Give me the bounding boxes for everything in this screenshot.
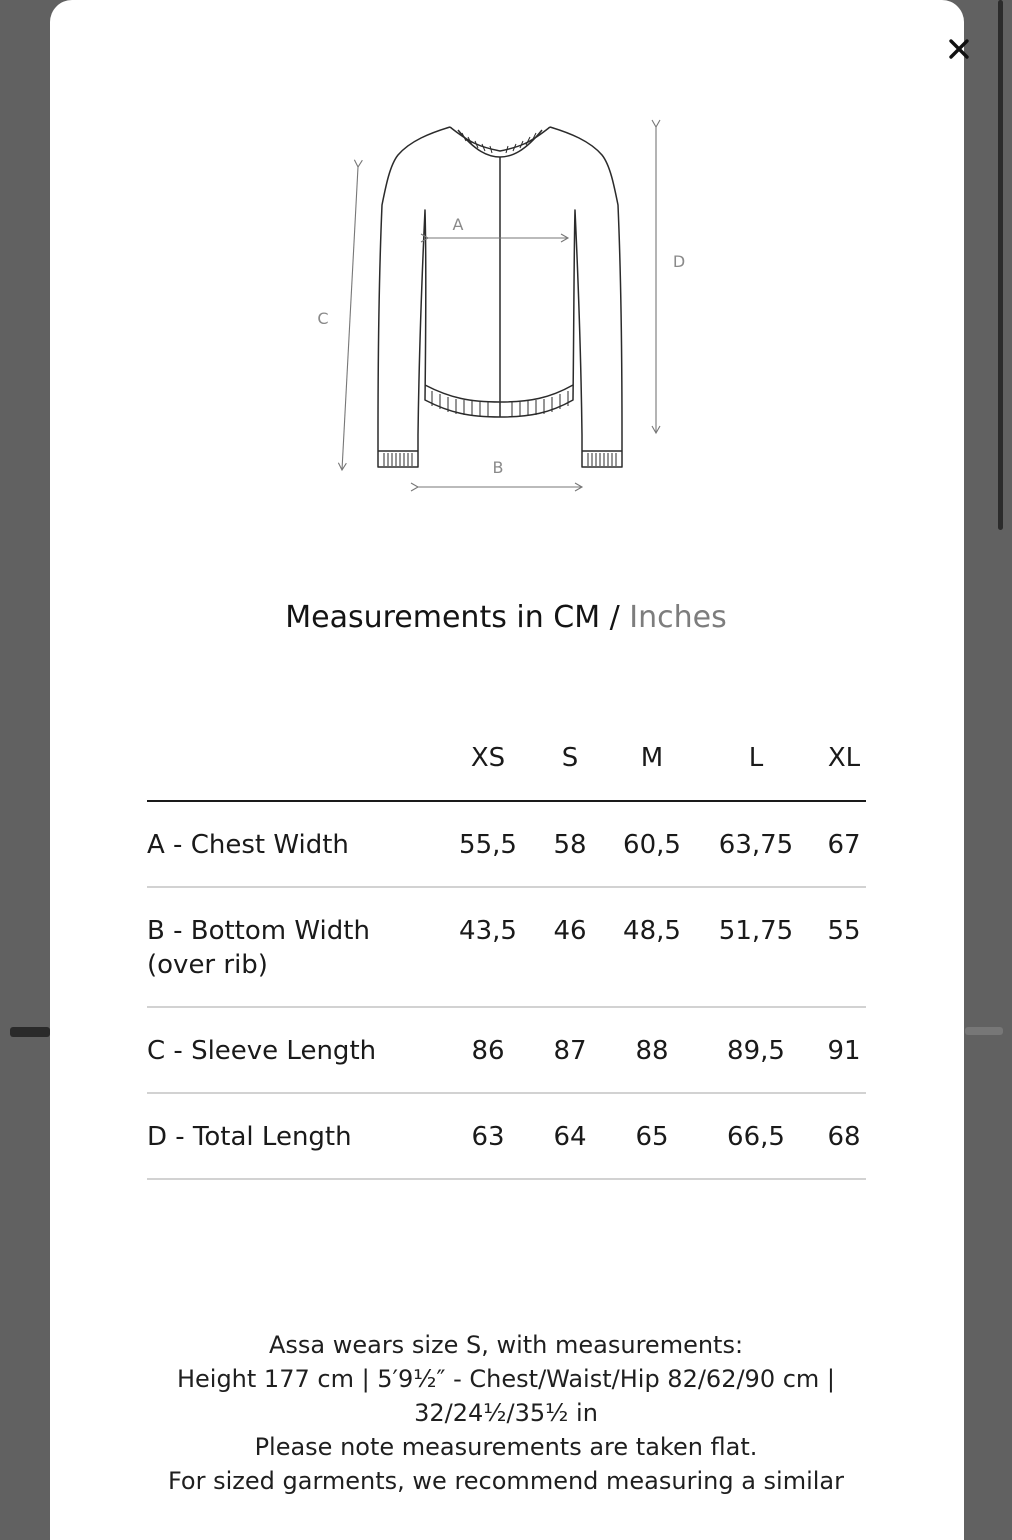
row-label: B - Bottom Width	[147, 916, 370, 946]
table-cell: 65	[635, 1122, 669, 1152]
unit-separator: /	[600, 600, 630, 635]
model-info-line: Height 177 cm | 5′9½″ - Chest/Waist/Hip 82/62/90 cm |	[176, 1365, 836, 1393]
unit-toggle-inches[interactable]: Inches	[629, 600, 727, 635]
table-cell: 86	[471, 1036, 505, 1066]
close-icon	[948, 38, 970, 60]
label-d: D	[672, 252, 686, 271]
table-cell: 88	[635, 1036, 669, 1066]
row-label-sub: (over rib)	[147, 950, 268, 980]
scrollbar[interactable]	[998, 0, 1003, 530]
table-cell: 55	[827, 916, 861, 946]
size-header: XL	[827, 743, 861, 773]
model-info	[100, 1328, 912, 1498]
table-cell: 87	[553, 1036, 587, 1066]
label-a: A	[452, 215, 464, 234]
table-cell: 60,5	[623, 830, 681, 860]
size-table	[147, 735, 866, 1180]
table-cell: 63	[471, 1122, 505, 1152]
garment-diagram	[310, 115, 700, 505]
table-row	[147, 888, 866, 1008]
measurement-note: For sized garments, we recommend measuring a similar	[167, 1467, 845, 1495]
model-info-line: Assa wears size S, with measurements:	[268, 1331, 744, 1359]
measurement-note: Please note measurements are taken flat.	[254, 1433, 758, 1461]
size-header: S	[561, 743, 579, 773]
table-cell: 46	[553, 916, 587, 946]
row-label: A - Chest Width	[147, 830, 349, 860]
table-row	[147, 802, 866, 888]
size-header: XS	[470, 743, 506, 773]
model-info-line: 32/24½/35½ in	[414, 1399, 598, 1427]
backdrop-bar	[965, 1027, 1003, 1035]
table-cell: 58	[553, 830, 587, 860]
row-label: D - Total Length	[147, 1122, 352, 1152]
table-cell: 91	[827, 1036, 861, 1066]
table-cell: 43,5	[459, 916, 517, 946]
size-header: M	[640, 743, 664, 773]
label-c: C	[317, 309, 329, 328]
label-b: B	[492, 458, 504, 477]
close-button[interactable]	[940, 30, 978, 68]
table-cell: 89,5	[727, 1036, 785, 1066]
table-cell: 55,5	[459, 830, 517, 860]
cardigan-illustration	[310, 115, 700, 505]
size-table-header	[147, 735, 866, 802]
table-cell: 63,75	[718, 830, 794, 860]
table-cell: 67	[827, 830, 861, 860]
table-row	[147, 1094, 866, 1180]
table-cell: 48,5	[623, 916, 681, 946]
table-cell: 68	[827, 1122, 861, 1152]
table-cell: 64	[553, 1122, 587, 1152]
measurement-heading	[0, 600, 1012, 635]
backdrop-bar	[10, 1027, 50, 1037]
size-header: L	[748, 743, 764, 773]
table-cell: 51,75	[718, 916, 794, 946]
row-label: C - Sleeve Length	[147, 1036, 377, 1066]
unit-cm-active: Measurements in CM	[285, 600, 601, 635]
table-row	[147, 1008, 866, 1094]
table-cell: 66,5	[727, 1122, 785, 1152]
